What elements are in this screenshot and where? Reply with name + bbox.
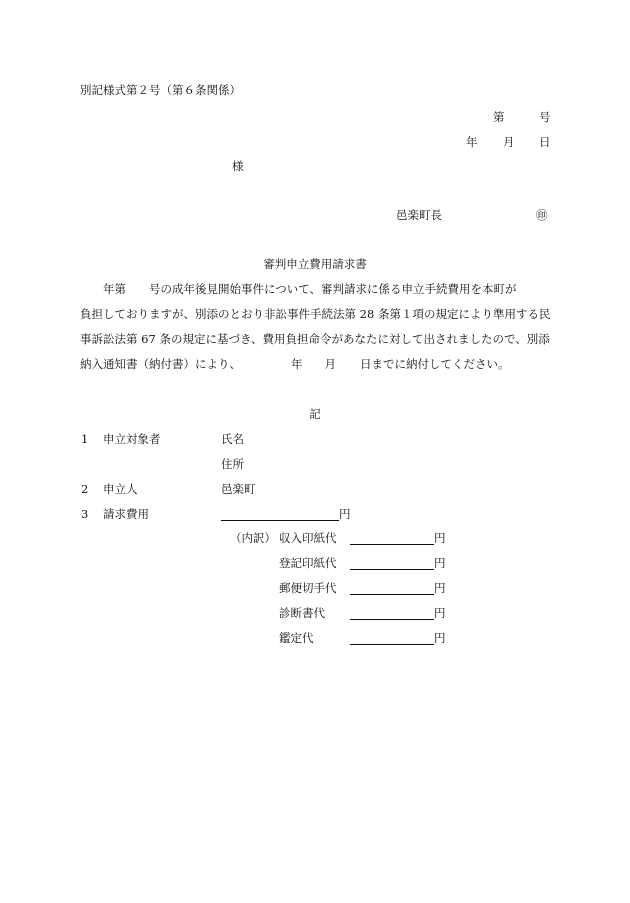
breakdown-row-label: 郵便切手代 <box>279 581 337 595</box>
item-1-number: 1 <box>81 432 89 446</box>
breakdown-row-label: 収入印紙代 <box>279 531 337 545</box>
breakdown-row-underline <box>350 531 434 545</box>
breakdown-row-underline <box>350 556 434 570</box>
doc-number-prefix: 第 <box>493 110 505 124</box>
body-line-4-month: 月 <box>324 357 336 371</box>
breakdown-row-field <box>350 531 446 545</box>
breakdown-row-field <box>350 556 446 570</box>
breakdown-row-label: 診断書代 <box>279 606 325 620</box>
breakdown-row-underline <box>350 606 434 620</box>
body-line-4 <box>80 352 550 377</box>
breakdown-row-unit: 円 <box>434 556 446 570</box>
breakdown-row-unit: 円 <box>434 581 446 595</box>
addressee-honorific: 様 <box>232 159 244 173</box>
item-1-label: 申立対象者 <box>103 432 161 446</box>
item-3-unit: 円 <box>339 507 351 521</box>
breakdown-row-underline <box>350 581 434 595</box>
breakdown-row-label: 登記印紙代 <box>279 556 337 570</box>
breakdown-row-unit: 円 <box>434 631 446 645</box>
breakdown-row-unit: 円 <box>434 606 446 620</box>
form-label: 別記様式第２号（第６条関係） <box>80 83 241 97</box>
breakdown-row-field <box>350 631 446 645</box>
document-title: 審判申立費用請求書 <box>263 257 367 271</box>
sender-title: 邑楽町長 <box>396 208 442 222</box>
breakdown-row-underline <box>350 631 434 645</box>
breakdown-row-field <box>350 606 446 620</box>
item-1-address-label: 住所 <box>221 457 244 471</box>
body-line-4-year: 年 <box>291 357 303 371</box>
body-line-4-after: 日までに納付してください。 <box>360 357 510 371</box>
body-line-3: 事訴訟法第 67 条の規定に基づき、費用負担命令があなたに対して出されましたので、別添 <box>80 332 550 346</box>
body-line-1: 年第 号の成年後見開始事件について、審判請求に係る申立手続費用を本町が <box>80 282 517 296</box>
date-year-label: 年 <box>466 135 478 149</box>
body-line-4-before: 納入通知書（納付書）により、 <box>80 357 241 371</box>
ki-heading: 記 <box>309 407 321 421</box>
item-3-number: 3 <box>81 507 89 521</box>
breakdown-row-label: 鑑定代 <box>279 631 314 645</box>
breakdown-row-unit: 円 <box>434 531 446 545</box>
doc-number-suffix: 号 <box>539 110 551 124</box>
breakdown-row-field <box>350 581 446 595</box>
breakdown-label: （内訳） <box>230 531 276 545</box>
item-2-label: 申立人 <box>103 482 138 496</box>
item-2-value: 邑楽町 <box>221 482 256 496</box>
item-3-amount-underline <box>221 507 339 521</box>
item-2-number: 2 <box>81 482 89 496</box>
item-1-name-label: 氏名 <box>221 432 244 446</box>
item-3-label: 請求費用 <box>103 507 149 521</box>
seal-mark: ㊞ <box>536 208 548 222</box>
date-day-label: 日 <box>539 135 551 149</box>
date-month-label: 月 <box>503 135 515 149</box>
body-line-2: 負担しておりますが、別添のとおり非訟事件手続法第 28 条第１項の規定により準用する民 <box>80 307 551 321</box>
body-paragraph <box>80 277 550 377</box>
item-3-amount-field <box>221 507 351 521</box>
